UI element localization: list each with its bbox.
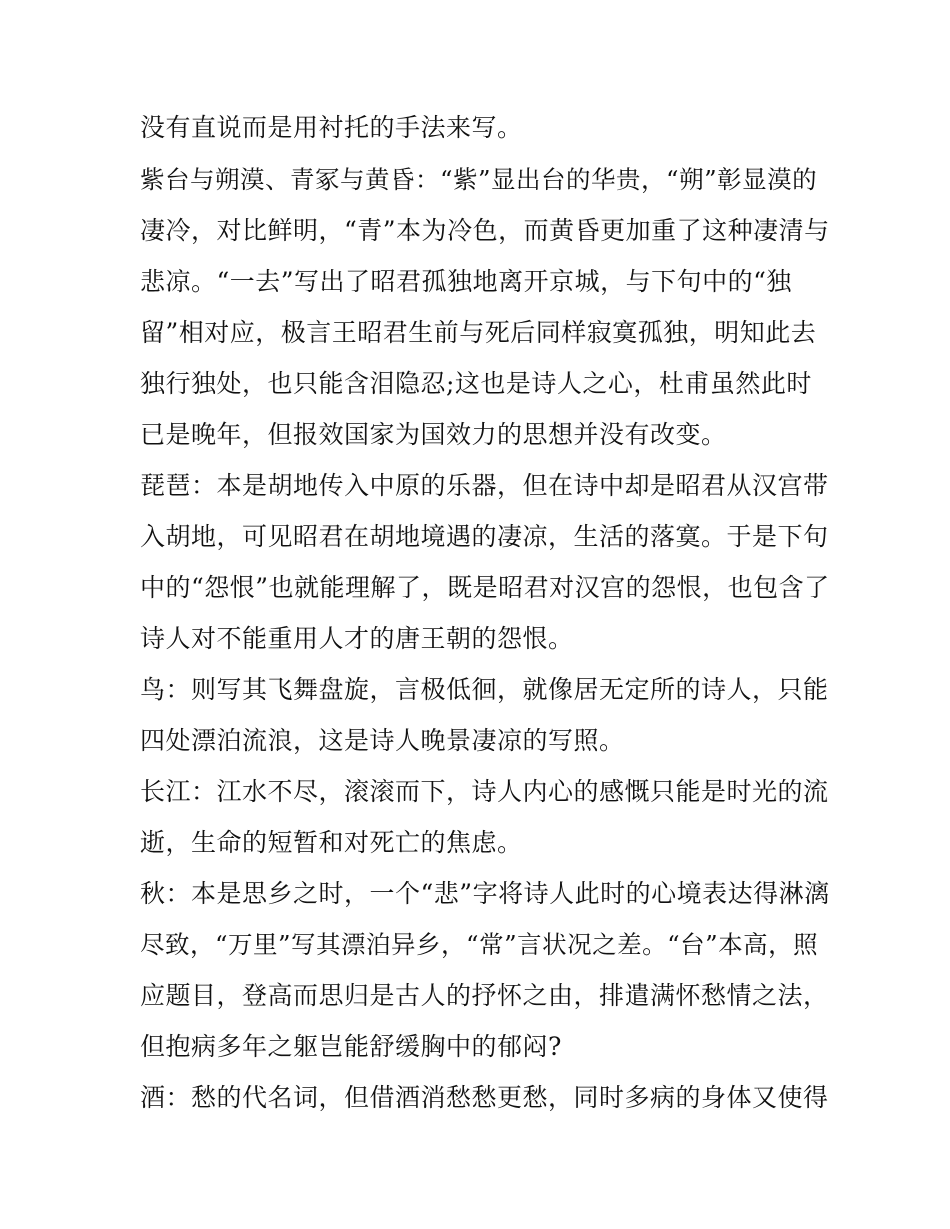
text-line: 鸟：则写其飞舞盘旋，言极低徊，就像居无定所的诗人，只能: [140, 675, 829, 704]
text-line: 独行独处，也只能含泪隐忍;这也是诗人之心，杜甫虽然此时: [140, 369, 812, 398]
text-line: 悲凉。“一去”写出了昭君孤独地离开京城，与下句中的“独: [140, 267, 792, 296]
text-line: 留”相对应，极言王昭君生前与死后同样寂寞孤独，明知此去: [140, 318, 817, 347]
text-line: 入胡地，可见昭君在胡地境遇的凄凉，生活的落寞。于是下句: [140, 522, 829, 551]
text-line: 逝，生命的短暂和对死亡的焦虑。: [140, 828, 523, 857]
text-line: 秋：本是思乡之时，一个“悲”字将诗人此时的心境表达得淋漓: [140, 879, 830, 908]
text-line: 凄冷，对比鲜明，“青”本为冷色，而黄昏更加重了这种凄清与: [140, 216, 830, 245]
text-line: 中的“怨恨”也就能理解了，既是昭君对汉宫的怨恨，也包含了: [140, 573, 830, 602]
text-line: 但抱病多年之躯岂能舒缓胸中的郁闷?: [140, 1032, 562, 1061]
text-line: 应题目，登高而思归是古人的抒怀之由，排遣满怀愁情之法，: [140, 981, 829, 1010]
text-line: 酒：愁的代名词，但借酒消愁愁更愁，同时多病的身体又使得: [140, 1083, 829, 1112]
text-line: 没有直说而是用衬托的手法来写。: [140, 113, 523, 142]
text-line: 长江：江水不尽，滚滚而下，诗人内心的感慨只能是时光的流: [140, 777, 829, 806]
text-line: 四处漂泊流浪，这是诗人晚景凄凉的写照。: [140, 726, 625, 755]
text-line: 尽致，“万里”写其漂泊异乡，“常”言状况之差。“台”本高，照: [140, 930, 819, 959]
text-line: 诗人对不能重用人才的唐王朝的怨恨。: [140, 624, 574, 653]
text-line: 紫台与朔漠、青冢与黄昏：“紫”显出台的华贵，“朔”彰显漠的: [140, 165, 818, 194]
text-line: 琵琶：本是胡地传入中原的乐器，但在诗中却是昭君从汉宫带: [140, 471, 829, 500]
text-line: 已是晚年，但报效国家为国效力的思想并没有改变。: [140, 420, 727, 449]
